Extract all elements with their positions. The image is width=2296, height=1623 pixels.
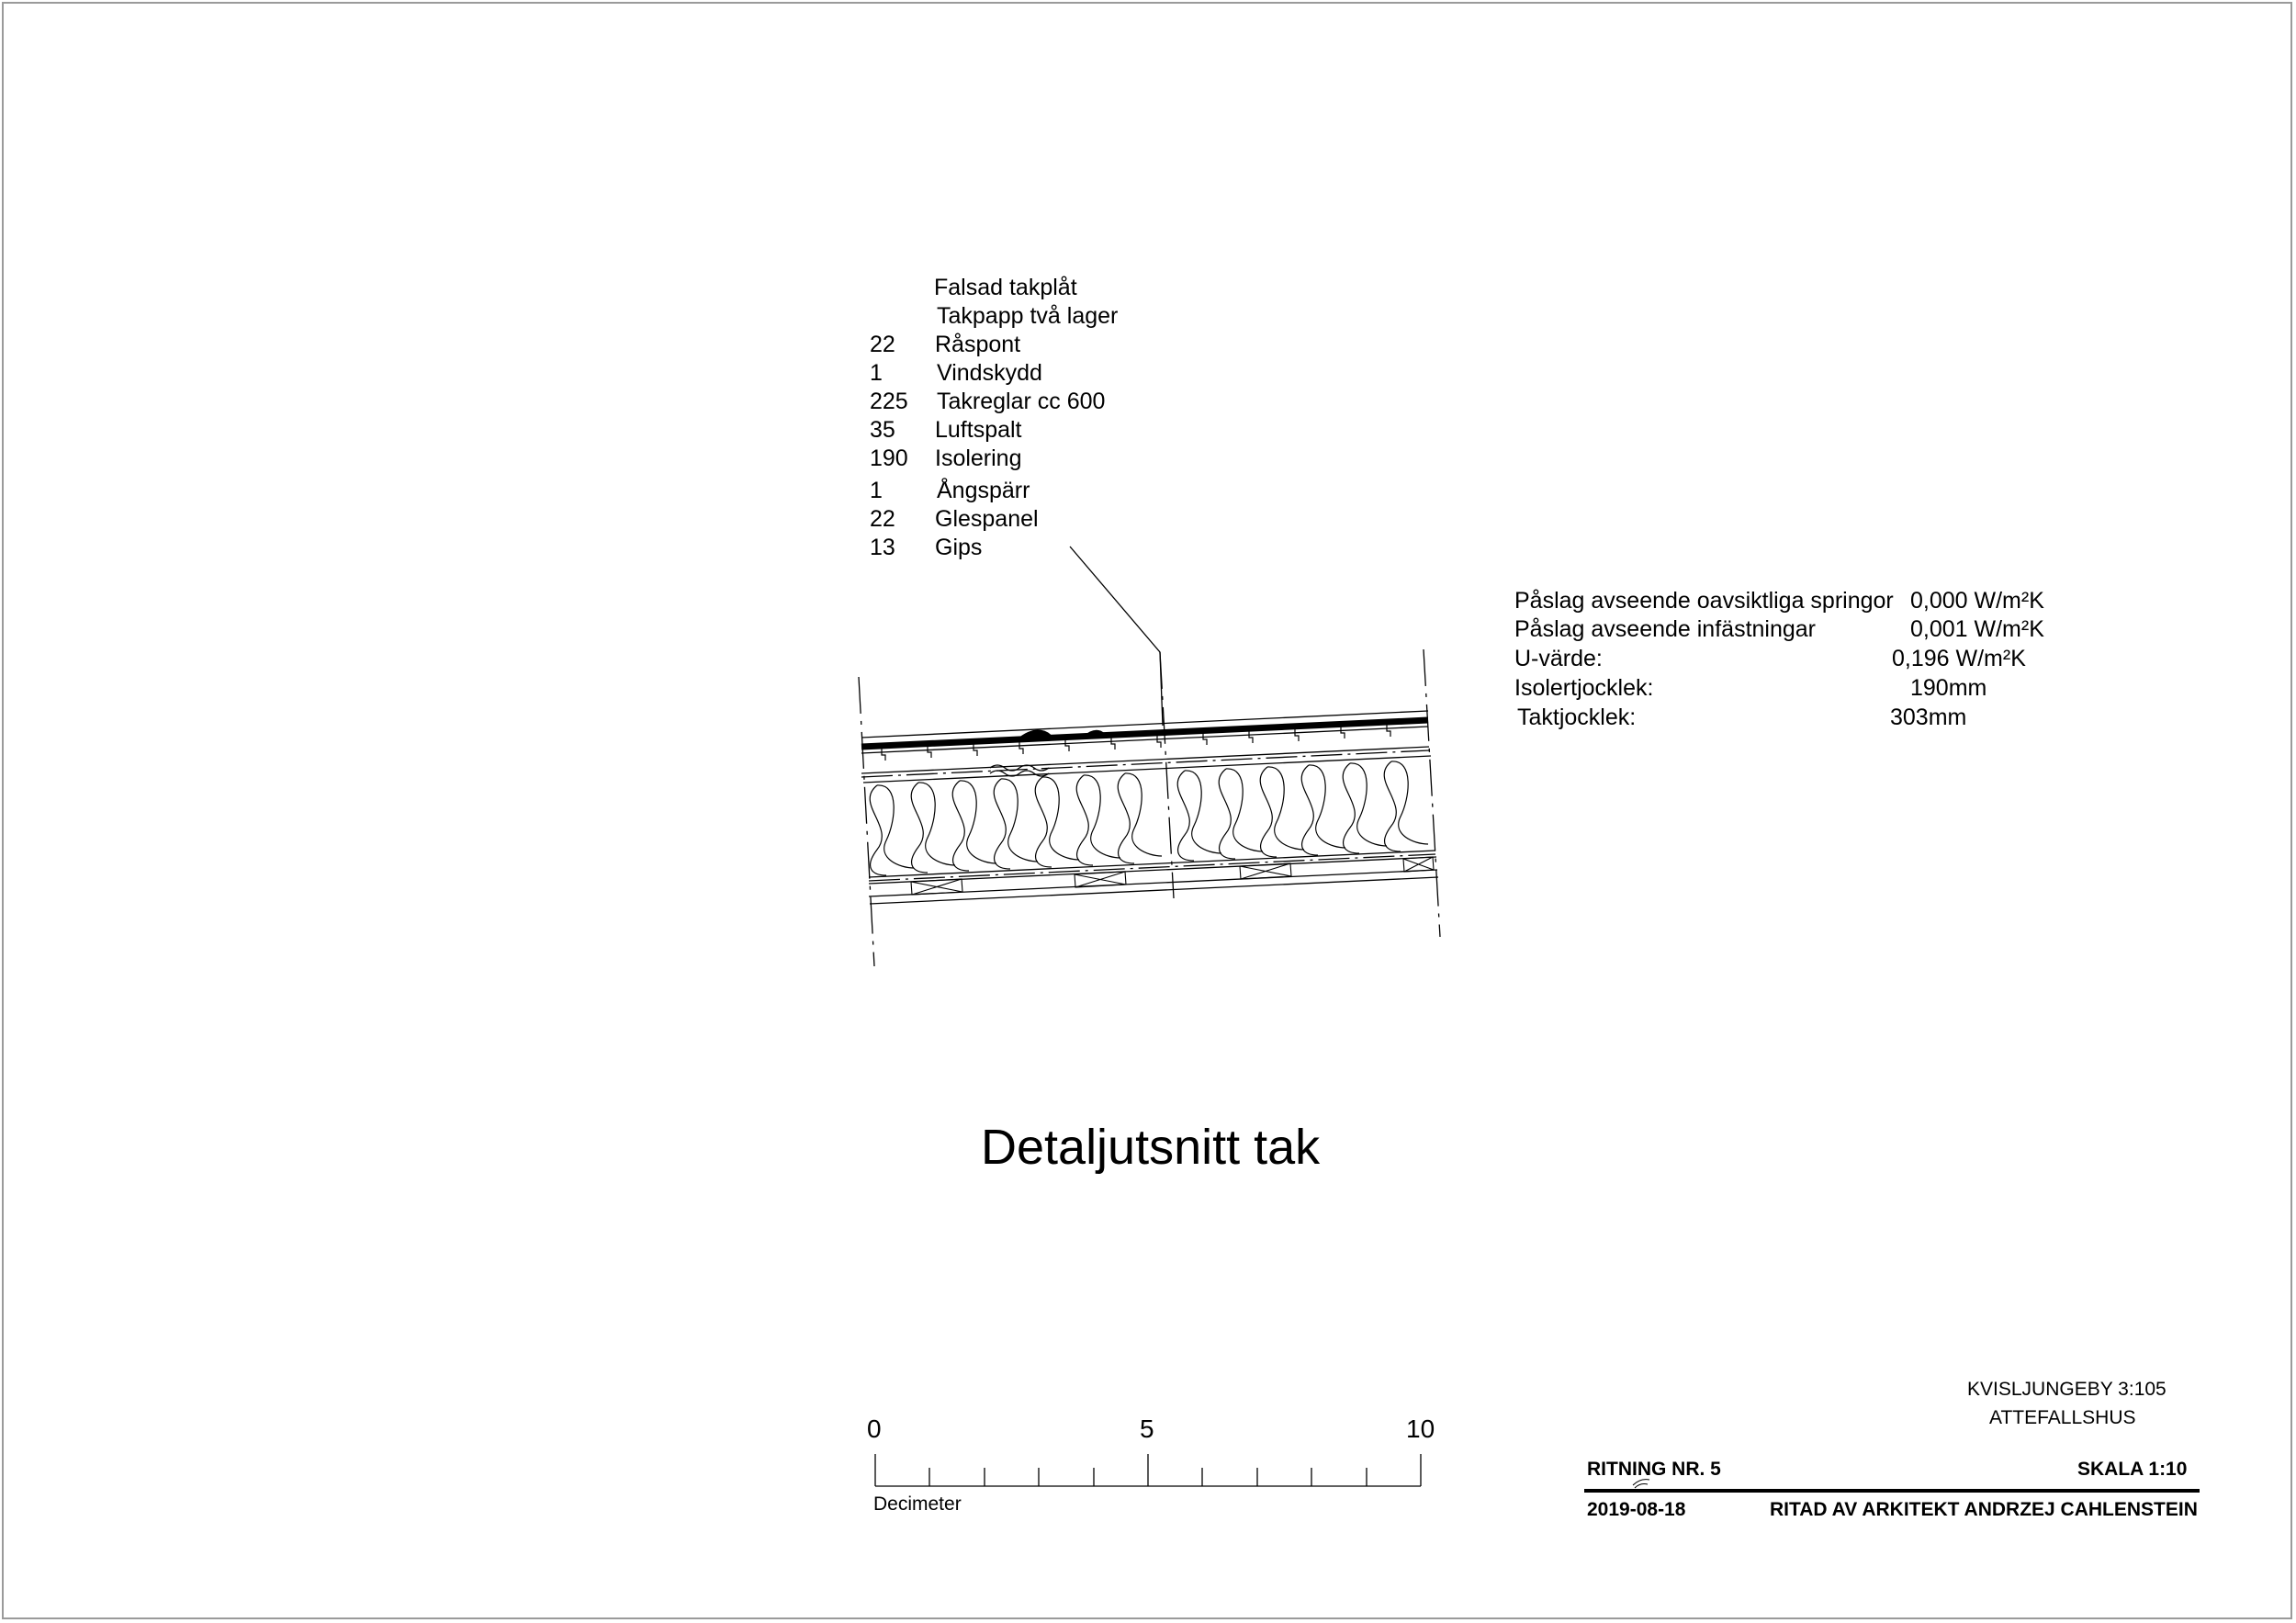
layer-thickness: 225: [870, 389, 908, 414]
layer-name: Takreglar cc 600: [937, 389, 1106, 414]
roof-build-up: [861, 711, 1438, 904]
property-label: Påslag avseende oavsiktliga springor: [1514, 588, 1894, 614]
drawing-scale: SKALA 1:10: [2077, 1459, 2188, 1480]
scale-label-0: 0: [867, 1414, 882, 1443]
property-label: U-värde:: [1514, 646, 1603, 671]
project-name: KVISLJUNGEBY 3:105: [1967, 1379, 2167, 1400]
layer-thickness: 13: [870, 535, 895, 560]
layer-name: Isolering: [935, 445, 1022, 471]
layer-name: Luftspalt: [935, 417, 1022, 443]
layer-name: Falsad takplåt: [934, 275, 1077, 300]
layer-name: Gips: [935, 535, 983, 560]
building-type: ATTEFALLSHUS: [1989, 1407, 2136, 1428]
layer-name: Takpapp två lager: [937, 303, 1119, 329]
layer-name: Råspont: [935, 332, 1021, 357]
layer-thickness: 190: [870, 445, 908, 471]
rafter-centre-line: [1160, 652, 1174, 898]
layer-thickness: 1: [870, 478, 883, 503]
scale-bar-ticks: [875, 1454, 1421, 1486]
drawing-title: Detaljutsnitt tak: [981, 1120, 1321, 1175]
layer-name: Vindskydd: [937, 360, 1042, 386]
property-value: 190mm: [1910, 675, 1987, 701]
layer-name: Glespanel: [935, 506, 1039, 532]
layer-thickness: 22: [870, 506, 895, 532]
scale-label-5: 5: [1140, 1414, 1154, 1443]
property-value: 303mm: [1890, 704, 1967, 730]
cut-line-left: [859, 677, 874, 966]
scale-bar: [875, 1454, 1421, 1486]
layer-name: Ångspärr: [937, 478, 1030, 503]
scale-unit: Decimeter: [873, 1493, 962, 1515]
drawing-number: RITNING NR. 5: [1587, 1459, 1721, 1480]
cut-line-right: [1424, 649, 1440, 937]
signature-mark: [1633, 1480, 1649, 1488]
scale-label-10: 10: [1406, 1414, 1435, 1443]
drawn-by: RITAD AV ARKITEKT ANDRZEJ CAHLENSTEIN: [1770, 1499, 2198, 1520]
property-label: Taktjocklek:: [1517, 704, 1637, 730]
property-value: 0,196 W/m²K: [1892, 646, 2026, 671]
property-label: Påslag avseende infästningar: [1514, 616, 1817, 642]
property-label: Isolertjocklek:: [1514, 675, 1654, 701]
vapour-barrier: [869, 854, 1435, 881]
property-value: 0,001 W/m²K: [1910, 616, 2044, 642]
layer-thickness: 1: [870, 360, 883, 386]
layer-thickness: 35: [870, 417, 895, 443]
leader-line: [1070, 547, 1163, 726]
gypsum-top: [869, 870, 1437, 896]
drawing-date: 2019-08-18: [1587, 1499, 1686, 1520]
layer-thickness: 22: [870, 332, 895, 357]
property-value: 0,000 W/m²K: [1910, 588, 2044, 614]
